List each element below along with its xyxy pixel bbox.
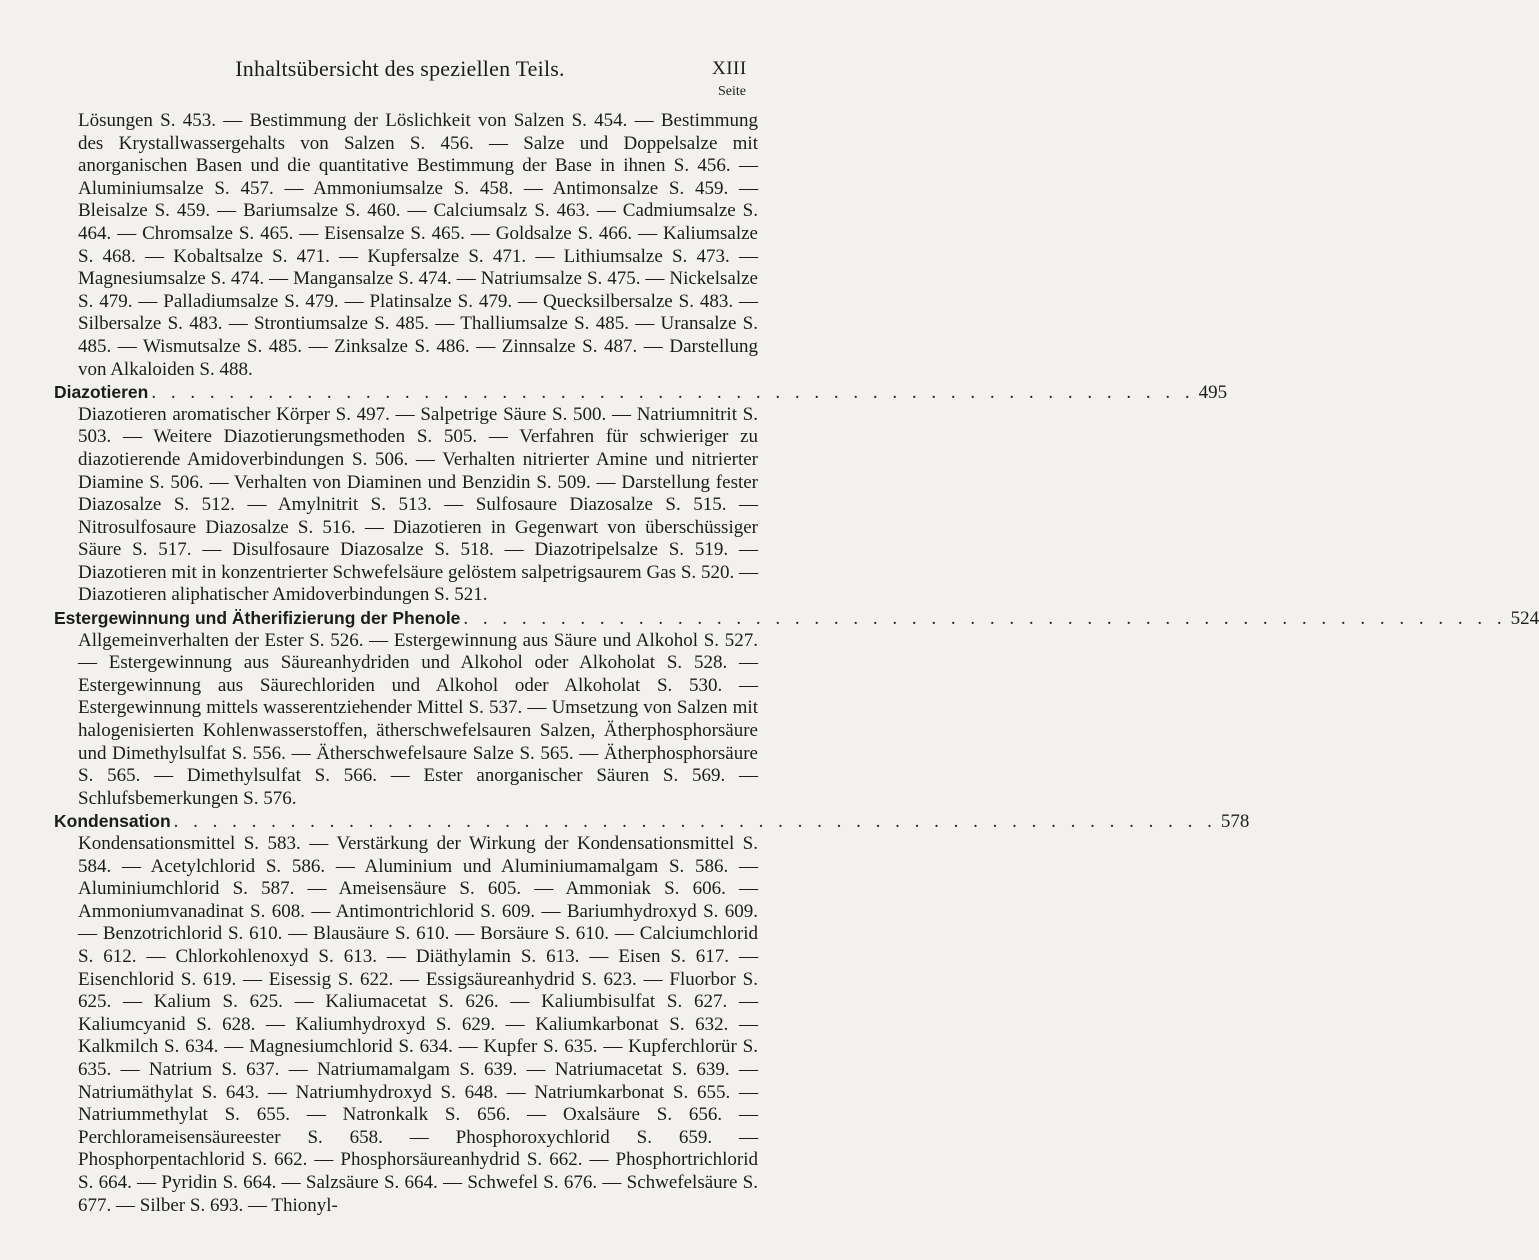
dot-leader: . . . . . . . . . . . . . . . . . . . . . . . . . . . . . . . . . . . . . . . . . . . . . . . . . . . . . . <box>151 382 1195 404</box>
dot-leader: . . . . . . . . . . . . . . . . . . . . . . . . . . . . . . . . . . . . . . . . . . . . . . . . . . . . . . <box>463 608 1507 630</box>
dot-leader: . . . . . . . . . . . . . . . . . . . . . . . . . . . . . . . . . . . . . . . . . . . . . . . . . . . . . . <box>173 811 1217 833</box>
toc-entry-estergewinnung: Allgemeinverhalten der Ester S. 526. — Estergewinnung aus Säure und Alkohol S. 527. — Estergewinnung aus Säureanhydriden und Alkohol oder Alkoholat S. 528. — Estergewinnung aus Säurechloriden und Alkohol oder Alkoholat S. 530. — Estergewinnung mittels wasserentziehender Mittel S. 537. — Umsetzung von Salzen mit halogenisierten Kohlenwasserstoffen, ätherschwefelsauren Salzen, Ätherphosphorsäure und Dimethylsulfat S. 556. — Ätherschwefelsaure Salze S. 565. — Ätherphosphorsäure S. 565. — Dimethylsulfat S. 566. — Ester anorganischer Säuren S. 569. — Schlufsbemerkungen S. 576. <box>78 629 758 809</box>
toc-heading-title: Estergewinnung und Ätherifizierung der Phenole <box>54 608 461 629</box>
toc-entry-continued-salts: Lösungen S. 453. — Bestimmung der Löslichkeit von Salzen S. 454. — Bestimmung des Krystallwassergehalts von Salzen S. 456. — Salze und Doppelsalze mit anorganischen Basen und die quantitative Bestimmung der Base in ihnen S. 456. — Aluminiumsalze S. 457. — Ammoniumsalze S. 458. — Antimonsalze S. 459. — Bleisalze S. 459. — Bariumsalze S. 460. — Calciumsalz S. 463. — Cadmiumsalze S. 464. — Chromsalze S. 465. — Eisensalze S. 465. — Goldsalze S. 466. — Kaliumsalze S. 468. — Kobaltsalze S. 471. — Kupfersalze S. 471. — Lithiumsalze S. 473. — Magnesiumsalze S. 474. — Mangansalze S. 474. — Natriumsalze S. 475. — Nickelsalze S. 479. — Palladiumsalze S. 479. — Platinsalze S. 479. — Quecksilbersalze S. 483. — Silbersalze S. 483. — Strontiumsalze S. 485. — Thalliumsalze S. 485. — Uransalze S. 485. — Wismutsalze S. 485. — Zinksalze S. 486. — Zinnsalze S. 487. — Darstellung von Alkaloiden S. 488. <box>78 110 758 380</box>
seite-column-label: Seite <box>718 84 746 99</box>
toc-entry-kondensation: Kondensationsmittel S. 583. — Verstärkung der Wirkung der Kondensationsmittel S. 584. — Acetylchlorid S. 586. — Aluminium und Aluminiumamalgam S. 586. — Aluminiumchlorid S. 587. — Ameisensäure S. 605. — Ammoniak S. 606. — Ammoniumvanadinat S. 608. — Antimontrichlorid S. 609. — Bariumhydroxyd S. 609. — Benzotrichlorid S. 610. — Blausäure S. 610. — Borsäure S. 610. — Calciumchlorid S. 612. — Chlorkohlenoxyd S. 613. — Diäthylamin S. 613. — Eisen S. 617. — Eisenchlorid S. 619. — Eisessig S. 622. — Essigsäureanhydrid S. 623. — Fluorbor S. 625. — Kalium S. 625. — Kaliumacetat S. 626. — Kaliumbisulfat S. 627. — Kaliumcyanid S. 628. — Kaliumhydroxyd S. 629. — Kaliumkarbonat S. 632. — Kalkmilch S. 634. — Magnesiumchlorid S. 634. — Kupfer S. 635. — Kupferchlorür S. 635. — Natrium S. 637. — Natriumamalgam S. 639. — Natriumacetat S. 639. — Natriumäthylat S. 643. — Natriumhydroxyd S. 648. — Natriumkarbonat S. 655. — Natriummethylat S. 655. — Natronkalk S. 656. — Oxalsäure S. 656. — Perchlorameisensäureester S. 658. — Phosphoroxychlorid S. 659. — Phosphorpentachlorid S. 662. — Phosphorsäureanhydrid S. 662. — Phosphortrichlorid S. 664. — Pyridin S. 664. — Salzsäure S. 664. — Schwefel S. 676. — Schwefelsäure S. 677. — Silber S. 693. — Thionyl- <box>78 833 758 1216</box>
page-number: XIII <box>712 58 747 79</box>
running-title: Inhaltsübersicht des speziellen Teils. <box>235 56 565 81</box>
toc-heading-title: Kondensation <box>54 811 171 832</box>
toc-entry-diazotieren: Diazotieren aromatischer Körper S. 497. — Salpetrige Säure S. 500. — Natriumnitrit S. 503. — Weitere Diazotierungsmethoden S. 505. — Verfahren für schwieriger zu diazotierende Amidoverbindungen S. 506. — Verhalten nitrierter Amine und nitrierter Diamine S. 506. — Verhalten von Diaminen und Benzidin S. 509. — Darstellung fester Diazosalze S. 512. — Amylnitrit S. 513. — Sulfosaure Diazosalze S. 515. — Nitrosulfosaure Diazosalze S. 516. — Diazotieren in Gegenwart von überschüssiger Säure S. 517. — Disulfosaure Diazosalze S. 518. — Diazotripelsalze S. 519. — Diazotieren mit in konzentrierter Schwefelsäure gelöstem salpetrigsaurem Gas S. 520. — Diazotieren aliphatischer Amidoverbindungen S. 521. <box>78 403 758 606</box>
toc-heading-kondensation <box>54 810 1250 833</box>
toc-heading-estergewinnung <box>54 607 1539 630</box>
table-of-contents <box>54 110 1539 1217</box>
toc-heading-diazotieren <box>54 381 1228 404</box>
toc-heading-page: 578 <box>1220 811 1250 833</box>
toc-heading-title: Diazotieren <box>54 382 149 403</box>
toc-heading-page: 495 <box>1198 382 1228 404</box>
toc-heading-page: 524 <box>1510 608 1539 630</box>
